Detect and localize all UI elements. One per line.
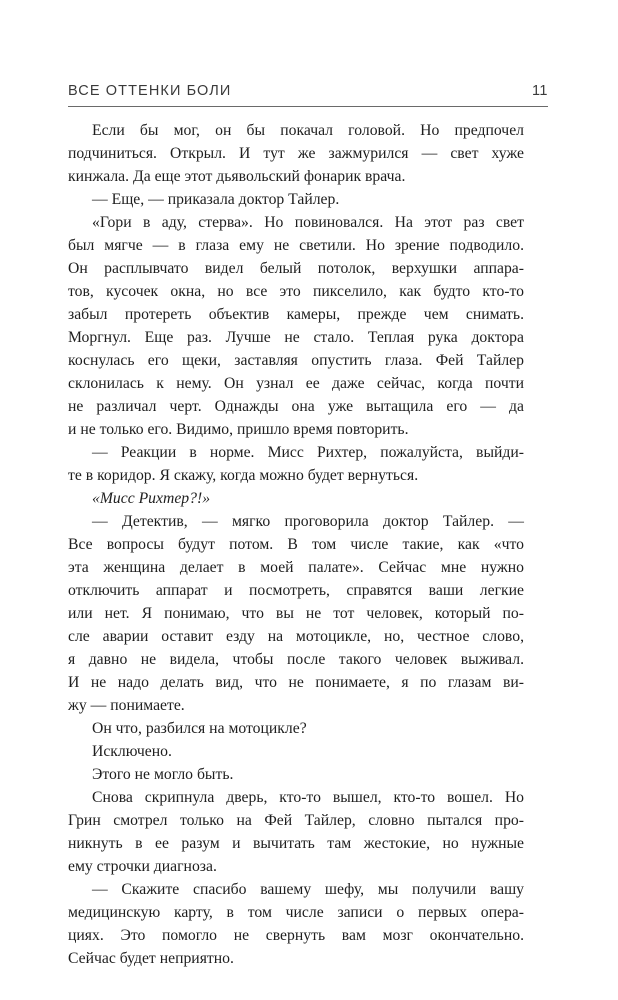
text-line: не различал черт. Однажды она уже вытащила его — да (68, 398, 524, 415)
text-line: те в коридор. Я скажу, когда можно будет вернуться. (68, 467, 419, 484)
text-line: тов, кусочек окна, но все это пикселило, как будто кто-то (68, 283, 524, 300)
text-line: никнуть в ее разум и вычитать там жестокие, но нужные (68, 835, 524, 852)
text-line: Исключено. (92, 743, 172, 760)
text-line: «Мисс Рихтер?!» (92, 490, 211, 507)
text-line: забыл протереть объектив камеры, прежде чем снимать. (68, 306, 524, 323)
text-line: сле аварии оставит езду на мотоцикле, но, честное слово, (68, 628, 524, 645)
text-line: коснулась его щеки, заставляя опустить глаза. Фей Тайлер (68, 352, 524, 369)
text-line: подчиниться. Открыл. И тут же зажмурился — свет хуже (68, 145, 524, 162)
text-line: Все вопросы будут потом. В том числе такие, как «что (68, 536, 524, 553)
text-line: Сейчас будет неприятно. (68, 950, 234, 967)
text-line: эта женщина делает в моей палате». Сейчас мне нужно (68, 559, 524, 576)
text-line: Если бы мог, он бы покачал головой. Но предпочел (92, 122, 524, 139)
text-line: и не только его. Видимо, пришло время повторить. (68, 421, 409, 438)
page-number: 11 (531, 83, 548, 99)
text-line: склонилась к нему. Он узнал ее даже сейчас, когда почти (68, 375, 524, 392)
text-line: — Реакции в норме. Мисс Рихтер, пожалуйста, выйди- (92, 444, 524, 461)
text-line: Этого не могло быть. (92, 766, 234, 783)
text-line: Грин смотрел только на Фей Тайлер, словно пытался про- (68, 812, 524, 829)
text-line: — Детектив, — мягко проговорила доктор Тайлер. — (92, 513, 524, 530)
text-line: отключить аппарат и посмотреть, справятся ваши легкие (68, 582, 524, 599)
text-line: Он расплывчато видел белый потолок, верхушки аппара- (68, 260, 524, 277)
book-title: ВСЕ ОТТЕНКИ БОЛИ (68, 83, 232, 99)
text-line: был мягче — в глаза ему не светили. Но зрение подводило. (68, 237, 524, 254)
text-line: я давно не видела, чтобы после такого человек выживал. (68, 651, 524, 668)
text-line: или нет. Я понимаю, что вы не тот человек, который по- (68, 605, 524, 622)
text-line: циях. Это помогло не свернуть вам мозг окончательно. (68, 927, 524, 944)
body-text (68, 119, 524, 970)
text-line: Он что, разбился на мотоцикле? (92, 720, 307, 737)
text-line: ему строчки диагноза. (68, 858, 217, 875)
text-line: И не надо делать вид, что не понимаете, я по глазам ви- (68, 674, 524, 691)
text-line: медицинскую карту, в том числе записи о первых опера- (68, 904, 524, 921)
text-line: Моргнул. Еще раз. Лучше не стало. Теплая рука доктора (68, 329, 524, 346)
header-rule (68, 106, 548, 107)
text-line: жу — понимаете. (68, 697, 185, 714)
running-header (68, 83, 548, 107)
text-line: «Гори в аду, стерва». Но повиновался. На этот раз свет (92, 214, 524, 231)
text-line: Снова скрипнула дверь, кто-то вышел, кто-то вошел. Но (92, 789, 524, 806)
text-line: — Еще, — приказала доктор Тайлер. (92, 191, 340, 208)
text-line: — Скажите спасибо вашему шефу, мы получили вашу (92, 881, 524, 898)
text-line: кинжала. Да еще этот дьявольский фонарик врача. (68, 168, 406, 185)
